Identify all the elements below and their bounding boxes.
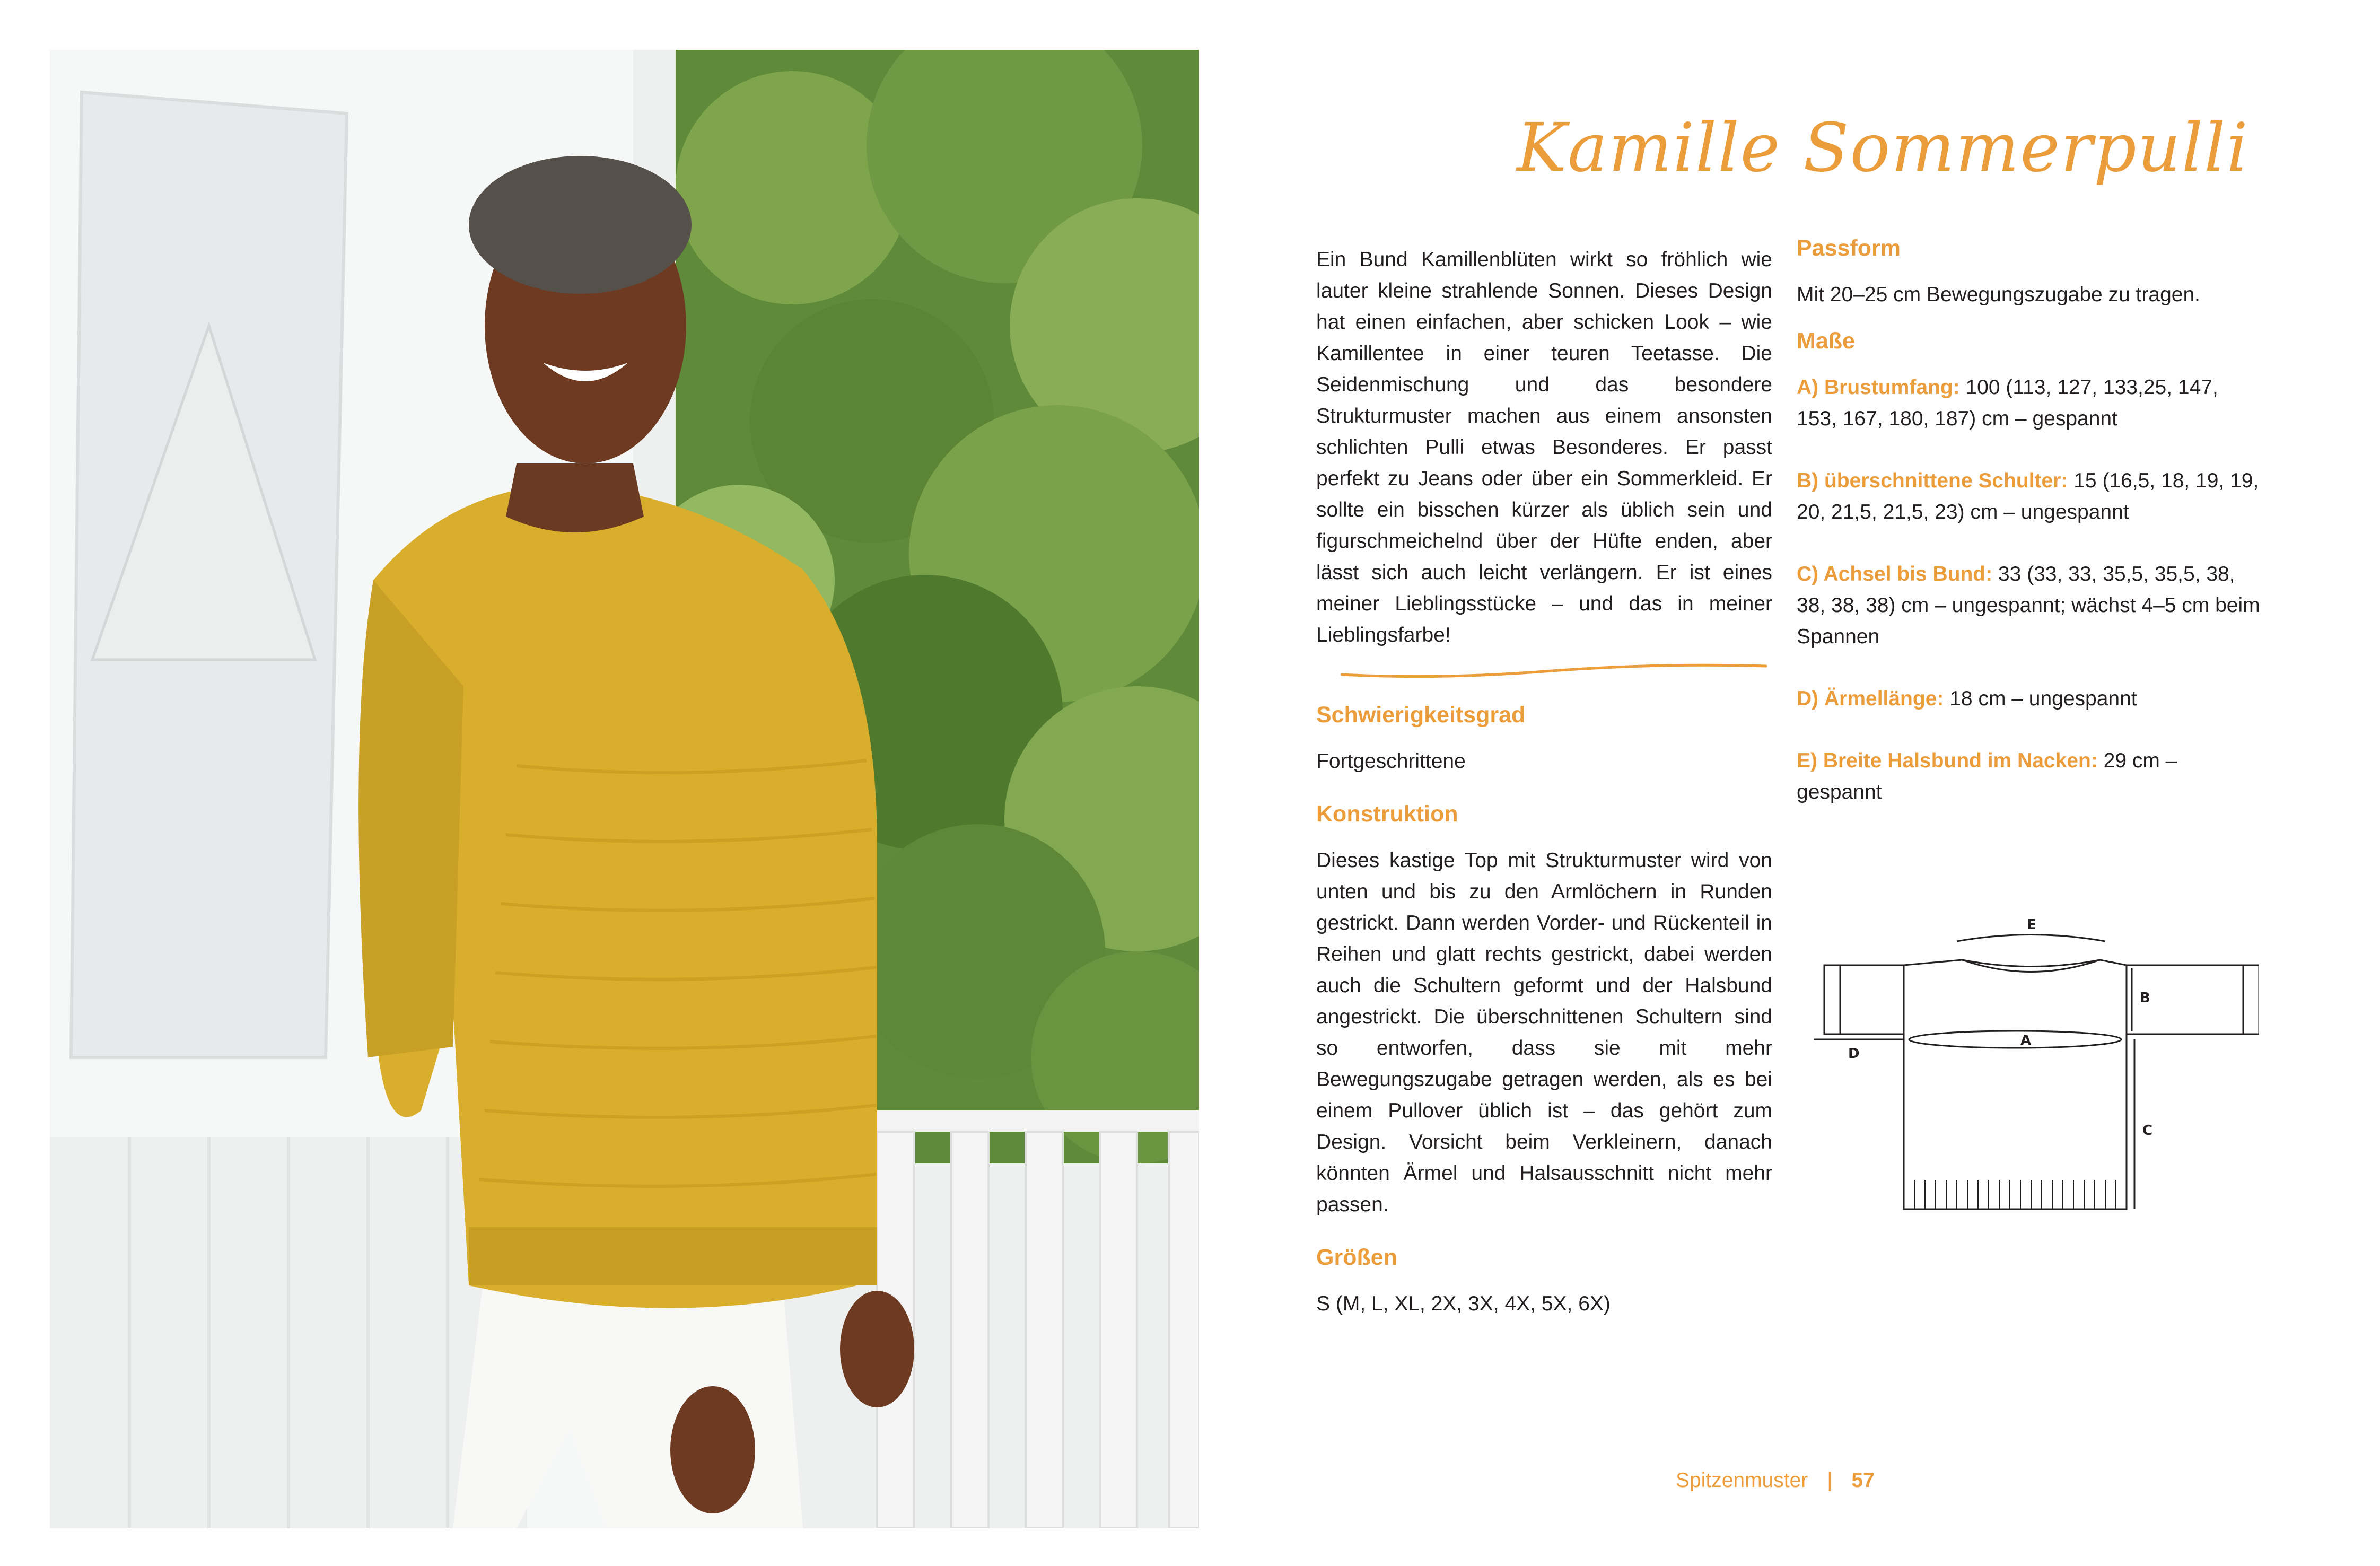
- intro-paragraph: Ein Bund Kamillenblüten wirkt so fröhlich wie lauter kleine strahlende Sonnen. Dieses Design hat einen einfachen, aber schicken Look – wie Kamillentee in einer teuren Teetasse. Die Seidenmischung und das besondere Strukturmuster machen aus einem ansonsten schlichten Pulli etwas Besonderes. Er passt perfekt zu Jeans oder über ein Sommerkleid. Er sollte ein bisschen kürzer als üblich sein und figurschmeichelnd über der Hüfte enden, aber lässt sich auch leicht verlängern. Er ist eines meiner Lieblingsstücke – und das in meiner Lieblingsfarbe!: [1316, 248, 1772, 646]
- sizes-heading: Größen: [1316, 1245, 1397, 1270]
- measurement-c-label: C) Achsel bis Bund:: [1797, 563, 1993, 585]
- difficulty-heading: Schwierigkeitsgrad: [1316, 702, 1526, 728]
- sweater-schematic: [1803, 912, 2259, 1230]
- fit-heading: Passform: [1797, 235, 1901, 261]
- measurement-b-value: 15 (16,5, 18, 19, 19, 20, 21,5, 21,5, 23) cm – ungespannt: [1797, 469, 2259, 523]
- right-text-column: [1797, 232, 2263, 808]
- measurement-d-label: D) Ärmellänge:: [1797, 687, 1944, 710]
- schematic-diagram: [1803, 912, 2259, 1230]
- page-number: 57: [1851, 1469, 1875, 1492]
- measurement-e-value: 29 cm – gespannt: [1797, 749, 2177, 803]
- measurement-d-value: 18 cm – ungespannt: [1944, 687, 2137, 710]
- measurement-c-value: 33 (33, 33, 35,5, 35,5, 38, 38, 38, 38) cm – ungespannt; wächst 4–5 cm beim Spannen: [1797, 563, 2260, 648]
- details-column: [1316, 699, 1772, 1319]
- measurement-b-label: B) überschnittene Schulter:: [1797, 469, 2068, 492]
- difficulty-text: Fortgeschrittene: [1316, 750, 1466, 773]
- footer-section-name: Spitzenmuster: [1676, 1469, 1808, 1492]
- diagram-label-d: D: [1848, 1046, 1860, 1062]
- decorative-divider: [1336, 659, 1771, 680]
- fit-text: Mit 20–25 cm Bewegungszugabe zu tragen.: [1797, 283, 2200, 306]
- measurement-a-value: 100 (113, 127, 133,25, 147, 153, 167, 180, 187) cm – gespannt: [1797, 376, 2218, 430]
- measurement-c: [1797, 558, 2263, 652]
- measurements-heading: Maße: [1797, 328, 1855, 354]
- construction-text: Dieses kastige Top mit Strukturmuster wird von unten und bis zu den Armlöchern in Runden gestrickt. Dann werden Vorder- und Rückenteil in Reihen und glatt rechts gestrickt, dabei werden auch die Schultern geformt und der Halsbund angestrickt. Die überschnittenen Schultern sind so entworfen, dass sie mit mehr Bewegungszugabe getragen werden, als es bei einem Pullover üblich ist – das gehört zum Design. Vorsicht beim Verkleinern, danach könnten Ärmel und Halsausschnitt nicht mehr passen.: [1316, 849, 1772, 1216]
- diagram-label-e: E: [2027, 917, 2036, 933]
- page-footer: [1676, 1469, 1994, 1492]
- measurement-d: [1797, 683, 2263, 714]
- measurement-b: [1797, 465, 2263, 528]
- diagram-label-b: B: [2140, 990, 2150, 1006]
- construction-heading: Konstruktion: [1316, 801, 1458, 827]
- diagram-label-a: A: [2020, 1033, 2032, 1048]
- diagram-label-c: C: [2142, 1123, 2153, 1139]
- measurement-a: [1797, 372, 2263, 434]
- measurement-e: [1797, 745, 2263, 808]
- measurement-a-label: A) Brustumfang:: [1797, 376, 1960, 399]
- photo-illustration: [50, 50, 1199, 1528]
- sizes-text: S (M, L, XL, 2X, 3X, 4X, 5X, 6X): [1316, 1292, 1611, 1315]
- hero-photo: [50, 50, 1199, 1528]
- page-title: Kamille Sommerpulli: [1517, 109, 2249, 187]
- footer-separator: |: [1827, 1469, 1833, 1492]
- left-text-column: [1316, 244, 1772, 651]
- measurement-e-label: E) Breite Halsbund im Nacken:: [1797, 749, 2098, 772]
